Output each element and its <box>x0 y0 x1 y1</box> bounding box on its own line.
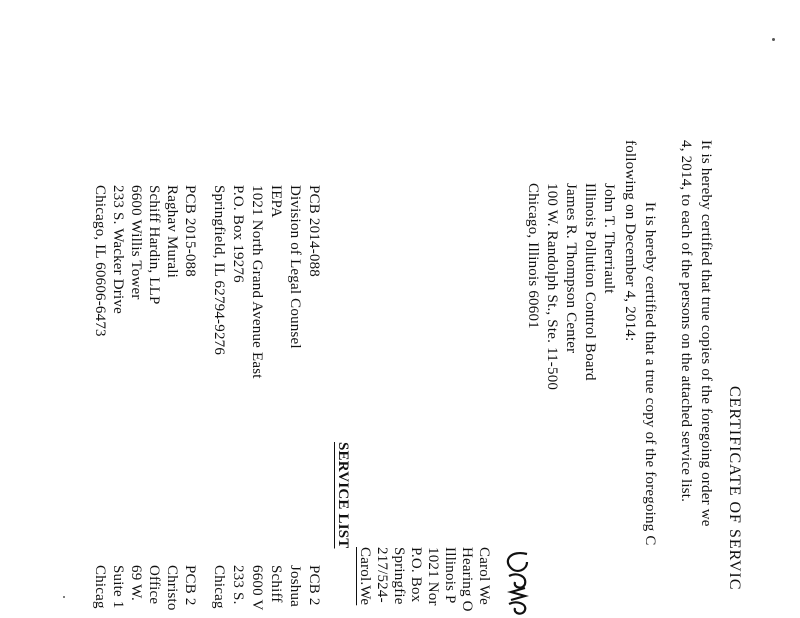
certificate-heading: CERTIFICATE OF SERVIC <box>726 386 743 591</box>
address-line: James R. Thompson Center <box>563 183 579 354</box>
service-line: Schiff Hardin, LLP <box>146 185 162 305</box>
signer-line: Illinois P <box>442 547 458 604</box>
address-line: John T. Therriault <box>601 183 617 294</box>
service-line: Schiff <box>268 565 284 603</box>
cert-paragraph2-line-1: It is hereby certified that a true copy of the foregoing C <box>642 202 658 546</box>
signer-line: Carol We <box>476 547 492 606</box>
signature <box>497 548 537 618</box>
service-line: Chicag <box>92 565 108 609</box>
service-line: 69 W. <box>128 565 144 602</box>
service-line: IEPA <box>268 185 284 218</box>
service-line: Joshua <box>287 565 303 608</box>
service-line: PCB 2015-088 <box>182 185 198 277</box>
service-line: Suite 1 <box>110 565 126 609</box>
service-line: 6600 V <box>249 565 265 611</box>
service-line: Raghav Murali <box>164 185 180 278</box>
service-line: Chicag <box>211 565 227 609</box>
service-line: 1021 North Grand Avenue East <box>249 185 265 379</box>
service-line: Division of Legal Counsel <box>287 185 303 349</box>
address-line: 100 W. Randolph St., Ste. 11-500 <box>544 183 560 391</box>
service-line: 6600 Willis Tower <box>128 185 144 300</box>
service-line: Springfield, IL 62794-9276 <box>211 185 227 356</box>
service-list-title: SERVICE LIST <box>335 442 351 549</box>
signer-line: Carol.We <box>357 547 373 606</box>
service-line: Chicago, IL 60606-6473 <box>92 185 108 337</box>
service-line: 233 S. Wacker Drive <box>110 185 126 314</box>
service-line: PCB 2014-088 <box>306 185 322 277</box>
signer-line: Hearing O <box>459 547 475 612</box>
service-line: P.O. Box 19276 <box>230 185 246 283</box>
service-line: PCB 2 <box>182 565 198 606</box>
address-line: Illinois Pollution Control Board <box>582 183 598 381</box>
cert-paragraph2-line-2: following on December 4, 2014: <box>622 140 638 342</box>
signer-line: Springfie <box>391 547 407 605</box>
service-line: PCB 2 <box>306 565 322 606</box>
scan-speck <box>63 596 65 598</box>
service-line: Christo <box>164 565 180 611</box>
scan-speck <box>772 38 775 41</box>
signer-line: P.O. Box <box>408 547 424 603</box>
address-line: Chicago, Illinois 60601 <box>525 183 541 329</box>
service-line: 233 S. <box>230 565 246 605</box>
cert-paragraph-line-2: 4, 2014, to each of the persons on the attached service list. <box>678 140 694 503</box>
service-line: Office <box>146 565 162 605</box>
cert-paragraph-line-1: It is hereby certified that true copies of the foregoing order we <box>698 140 714 527</box>
signer-line: 217/524- <box>374 547 390 603</box>
signer-line: 1021 Nor <box>425 547 441 606</box>
